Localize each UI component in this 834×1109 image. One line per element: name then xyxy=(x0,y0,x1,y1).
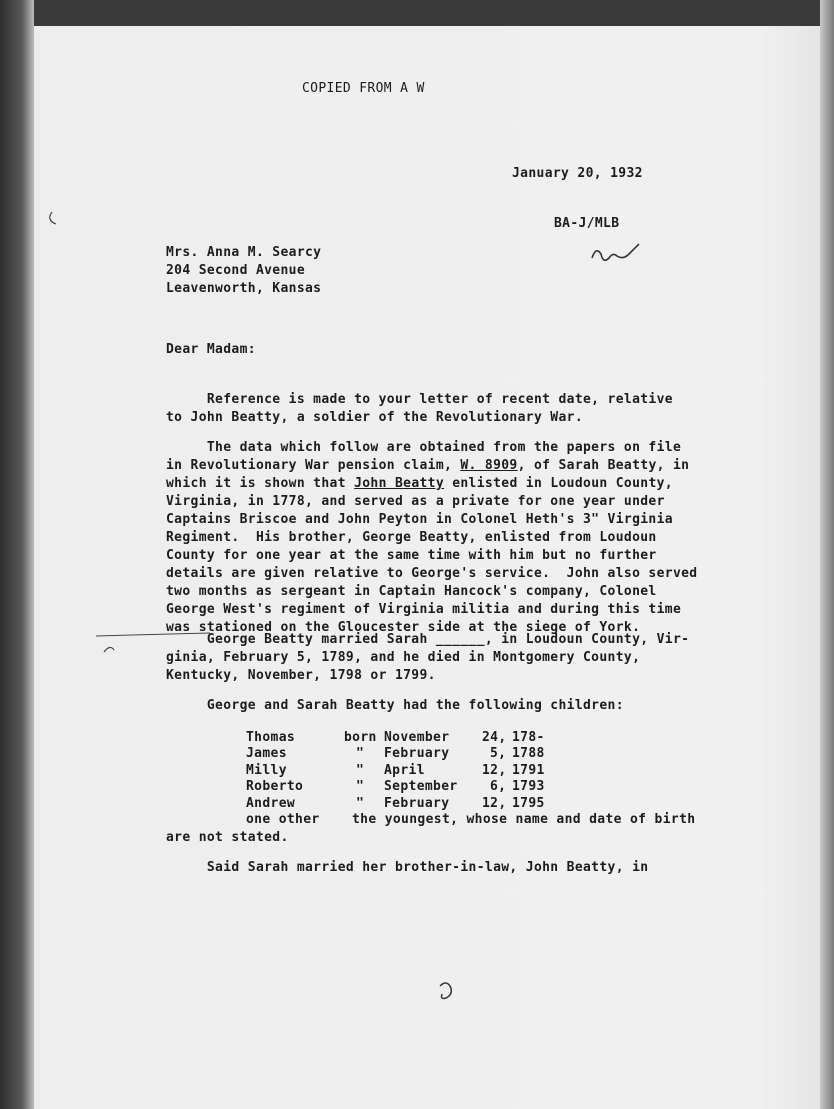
child-name: Andrew xyxy=(246,796,296,811)
para2-line3-a: which it is shown that xyxy=(166,476,355,491)
one-other-detail: the youngest, whose name and date of birth xyxy=(352,812,696,827)
child-day: 24, xyxy=(482,730,507,745)
para2-line11: was stationed on the Gloucester side at the siege of York. xyxy=(166,620,641,635)
child-year: 1795 xyxy=(512,796,545,811)
child-prefix: " xyxy=(356,746,365,761)
para2-line3 xyxy=(166,476,673,491)
child-day: 6, xyxy=(490,779,507,794)
child-month: April xyxy=(384,763,425,778)
child-name: Roberto xyxy=(246,779,304,794)
child-prefix: born xyxy=(344,730,377,745)
child-prefix: " xyxy=(356,796,365,811)
para3-line1: George Beatty married Sarah ______, in Loudoun County, Vir- xyxy=(166,632,690,647)
copied-from-header: COPIED FROM A W xyxy=(302,81,425,96)
child-year: 1791 xyxy=(512,763,545,778)
para2-line2-b: , of Sarah Beatty, in xyxy=(517,458,690,473)
child-month: November xyxy=(384,730,450,745)
child-prefix: " xyxy=(356,779,365,794)
child-name: Thomas xyxy=(246,730,296,745)
para1-line1: Reference is made to your letter of recent date, relative xyxy=(166,392,673,407)
child-year: 178- xyxy=(512,730,545,745)
child-month: February xyxy=(384,796,450,811)
addressee-street: 204 Second Avenue xyxy=(166,263,306,278)
one-other-label: one other xyxy=(246,812,320,827)
reference-code: BA-J/MLB xyxy=(554,216,620,231)
para2-line9: two months as sergeant in Captain Hancock's company, Colonel xyxy=(166,584,657,599)
para1-line2: to John Beatty, a soldier of the Revolutionary War. xyxy=(166,410,584,425)
para2-line1: The data which follow are obtained from the papers on file xyxy=(166,440,682,455)
final-line: Said Sarah married her brother-in-law, John Beatty, in xyxy=(166,860,649,875)
child-year: 1788 xyxy=(512,746,545,761)
letter-date: January 20, 1932 xyxy=(512,166,643,181)
para2-line5: Captains Briscoe and John Peyton in Colonel Heth's 3" Virginia xyxy=(166,512,673,527)
para2-line4: Virginia, in 1778, and served as a private for one year under xyxy=(166,494,665,509)
child-name: Milly xyxy=(246,763,287,778)
children-intro: George and Sarah Beatty had the following children: xyxy=(166,698,624,713)
addressee-name: Mrs. Anna M. Searcy xyxy=(166,245,322,260)
para3-line2: ginia, February 5, 1789, and he died in Montgomery County, xyxy=(166,650,641,665)
child-day: 12, xyxy=(482,796,507,811)
para2-line2 xyxy=(166,458,689,473)
child-name: James xyxy=(246,746,287,761)
child-day: 12, xyxy=(482,763,507,778)
pension-claim-number: W. 8909 xyxy=(460,458,518,473)
para2-line6: Regiment. His brother, George Beatty, enlisted from Loudoun xyxy=(166,530,657,545)
child-month: September xyxy=(384,779,458,794)
one-other-line2: are not stated. xyxy=(166,830,289,845)
para3-line3: Kentucky, November, 1798 or 1799. xyxy=(166,668,436,683)
child-year: 1793 xyxy=(512,779,545,794)
child-month: February xyxy=(384,746,450,761)
soldier-name: John Beatty xyxy=(354,476,445,491)
para2-line8: details are given relative to George's service. John also served xyxy=(166,566,698,581)
child-prefix: " xyxy=(356,763,365,778)
para2-line10: George West's regiment of Virginia militia and during this time xyxy=(166,602,682,617)
salutation: Dear Madam: xyxy=(166,342,256,357)
para2-line7: County for one year at the same time with him but no further xyxy=(166,548,657,563)
para2-line3-b: enlisted in Loudoun County, xyxy=(444,476,673,491)
para2-line2-a: in Revolutionary War pension claim, xyxy=(166,458,461,473)
child-day: 5, xyxy=(490,746,507,761)
addressee-city: Leavenworth, Kansas xyxy=(166,281,322,296)
